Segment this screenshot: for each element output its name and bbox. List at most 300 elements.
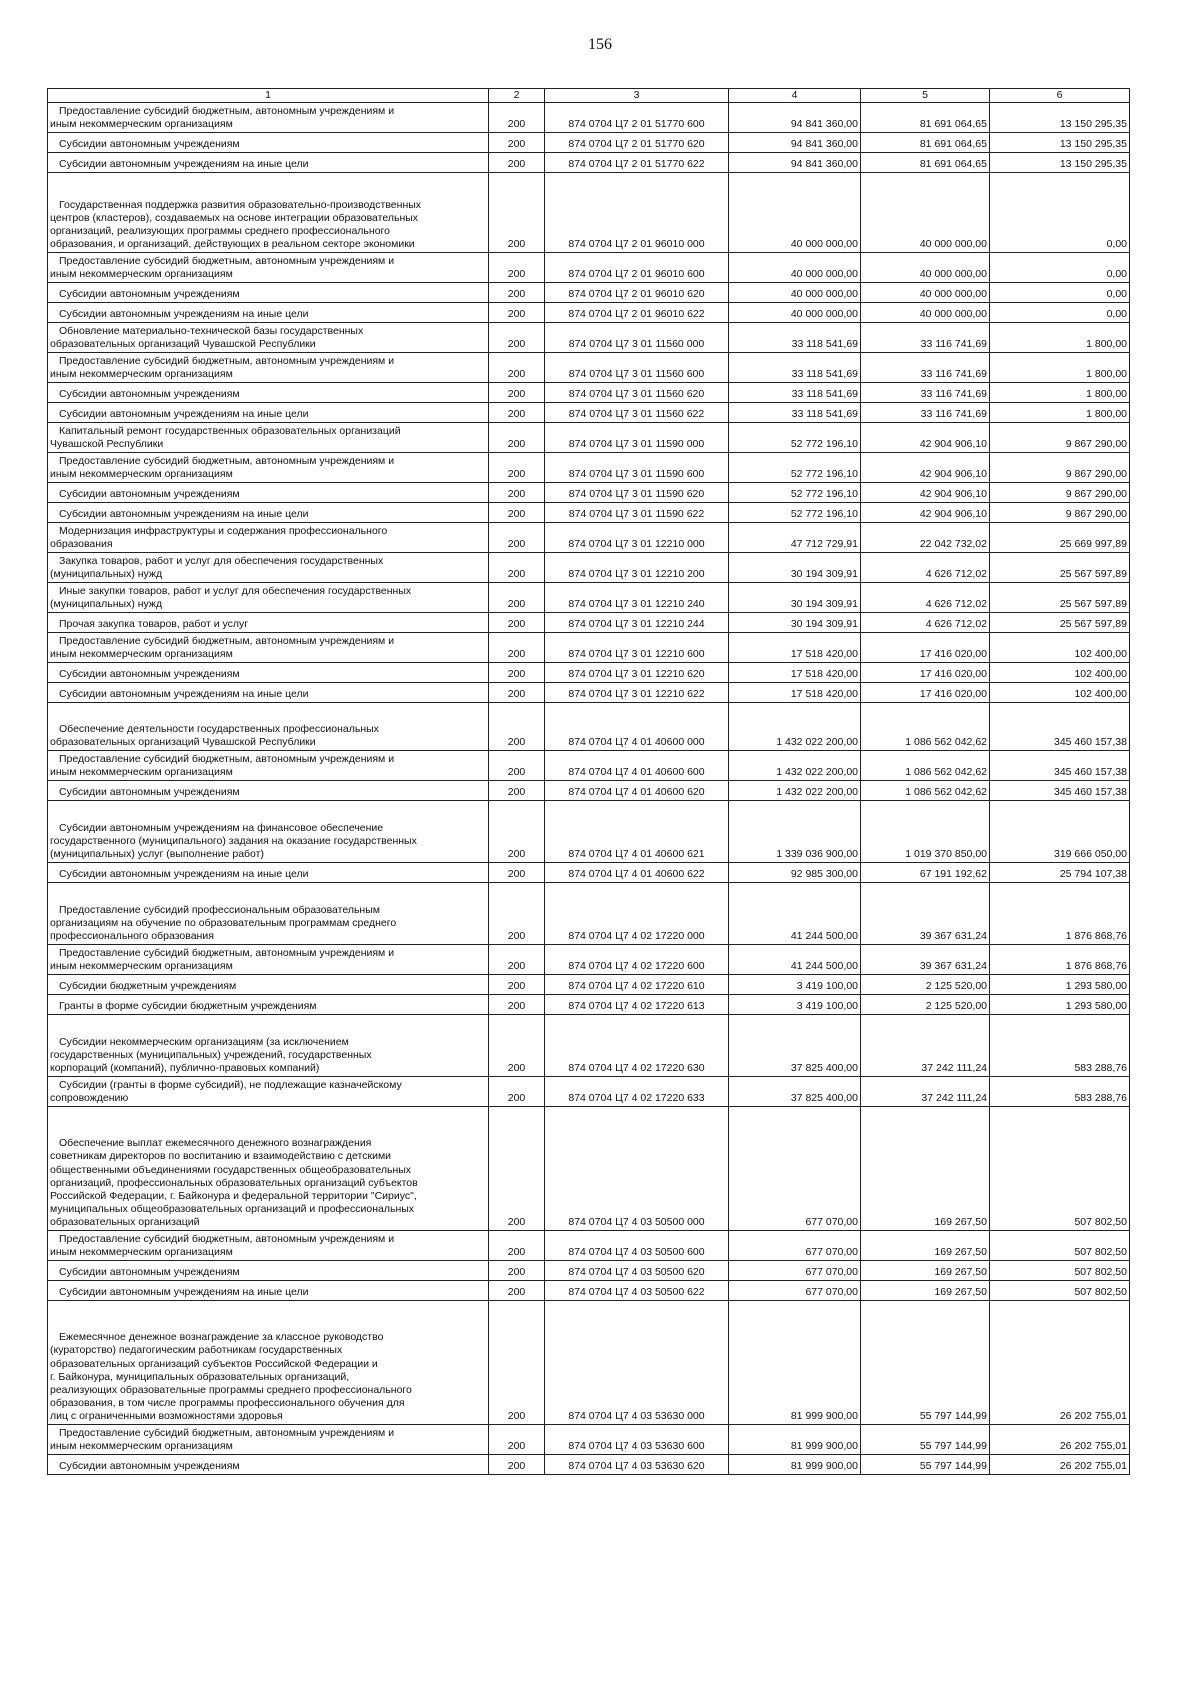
row-budget-classification-cell: 874 0704 Ц7 4 02 17220 630 bbox=[545, 1015, 729, 1077]
table-row bbox=[48, 1455, 1130, 1475]
row-budget-classification-cell: 874 0704 Ц7 4 03 50500 600 bbox=[545, 1231, 729, 1261]
table-row bbox=[48, 1015, 1130, 1077]
row-executed-amount-cell: 81 691 064,65 bbox=[861, 103, 990, 133]
row-budget-classification-cell: 874 0704 Ц7 4 01 40600 622 bbox=[545, 863, 729, 883]
table-row bbox=[48, 995, 1130, 1015]
row-executed-amount-cell: 42 904 906,10 bbox=[861, 453, 990, 483]
row-approved-amount-cell: 40 000 000,00 bbox=[729, 283, 861, 303]
row-name-cell bbox=[48, 383, 489, 403]
row-budget-classification-cell: 874 0704 Ц7 3 01 11590 000 bbox=[545, 423, 729, 453]
row-budget-classification-cell: 874 0704 Ц7 4 02 17220 633 bbox=[545, 1077, 729, 1107]
row-approved-amount-cell: 677 070,00 bbox=[729, 1281, 861, 1301]
row-approved-amount-cell: 92 985 300,00 bbox=[729, 863, 861, 883]
row-name-cell bbox=[48, 1015, 489, 1077]
table-row bbox=[48, 1107, 1130, 1231]
row-executed-amount-cell: 2 125 520,00 bbox=[861, 995, 990, 1015]
row-approved-amount-cell: 1 432 022 200,00 bbox=[729, 781, 861, 801]
row-name-text: Ежемесячное денежное вознаграждение за классное руководство (кураторство) педагогическим работникам государственных образовательных организаций субъектов Российской Федерации и г. Байконура, муниципальных образовательных организаций, реализующих образовательные программы среднего профессионального образования, в том числе программы профессионального обучения для лиц с ограниченными возможностями здоровья bbox=[50, 1331, 412, 1422]
row-unexecuted-amount-cell: 0,00 bbox=[990, 253, 1130, 283]
row-executed-amount-cell: 81 691 064,65 bbox=[861, 153, 990, 173]
row-executed-amount-cell: 37 242 111,24 bbox=[861, 1077, 990, 1107]
row-executed-amount-cell: 4 626 712,02 bbox=[861, 553, 990, 583]
row-recipient-code-cell: 200 bbox=[489, 781, 545, 801]
row-approved-amount-cell: 30 194 309,91 bbox=[729, 553, 861, 583]
table-row bbox=[48, 353, 1130, 383]
row-name-cell bbox=[48, 1107, 489, 1231]
row-name-text: Обеспечение выплат ежемесячного денежного вознаграждения советникам директоров по воспитанию и взаимодействию с детскими общественными объединениями государственных общеобразовательных организаций, профессиональных образовательных организаций субъектов Российской Федерации, г. Байконура и федеральной территории "Сириус", муниципальных общеобразовательных организаций и профессиональных образовательных организаций bbox=[50, 1137, 418, 1228]
row-name-cell bbox=[48, 663, 489, 683]
row-name-cell bbox=[48, 523, 489, 553]
table-row bbox=[48, 663, 1130, 683]
row-approved-amount-cell: 677 070,00 bbox=[729, 1261, 861, 1281]
row-executed-amount-cell: 169 267,50 bbox=[861, 1281, 990, 1301]
row-name-text: Предоставление субсидий бюджетным, автономным учреждениям и иным некоммерческим организациям bbox=[50, 634, 395, 660]
row-executed-amount-cell: 55 797 144,99 bbox=[861, 1455, 990, 1475]
table-row bbox=[48, 153, 1130, 173]
row-executed-amount-cell: 22 042 732,02 bbox=[861, 523, 990, 553]
row-name-text: Субсидии (гранты в форме субсидий), не подлежащие казначейскому сопровождению bbox=[50, 1078, 402, 1104]
column-header-2: 2 bbox=[489, 89, 545, 103]
row-name-text: Субсидии автономным учреждениям на иные цели bbox=[59, 158, 309, 170]
row-recipient-code-cell: 200 bbox=[489, 613, 545, 633]
row-approved-amount-cell: 47 712 729,91 bbox=[729, 523, 861, 553]
row-unexecuted-amount-cell: 1 293 580,00 bbox=[990, 975, 1130, 995]
row-budget-classification-cell: 874 0704 Ц7 2 01 96010 622 bbox=[545, 303, 729, 323]
table-row bbox=[48, 1261, 1130, 1281]
row-budget-classification-cell: 874 0704 Ц7 4 02 17220 613 bbox=[545, 995, 729, 1015]
row-executed-amount-cell: 2 125 520,00 bbox=[861, 975, 990, 995]
row-name-text: Предоставление субсидий бюджетным, автономным учреждениям и иным некоммерческим организациям bbox=[50, 104, 395, 130]
row-name-text: Субсидии автономным учреждениям bbox=[59, 668, 240, 680]
row-budget-classification-cell: 874 0704 Ц7 2 01 96010 600 bbox=[545, 253, 729, 283]
row-executed-amount-cell: 42 904 906,10 bbox=[861, 423, 990, 453]
row-budget-classification-cell: 874 0704 Ц7 4 02 17220 610 bbox=[545, 975, 729, 995]
row-name-cell bbox=[48, 633, 489, 663]
row-unexecuted-amount-cell: 507 802,50 bbox=[990, 1281, 1130, 1301]
row-unexecuted-amount-cell: 26 202 755,01 bbox=[990, 1301, 1130, 1425]
row-unexecuted-amount-cell: 9 867 290,00 bbox=[990, 503, 1130, 523]
table-row bbox=[48, 683, 1130, 703]
row-name-cell bbox=[48, 173, 489, 253]
row-name-cell bbox=[48, 303, 489, 323]
row-approved-amount-cell: 41 244 500,00 bbox=[729, 883, 861, 945]
row-budget-classification-cell: 874 0704 Ц7 3 01 12210 200 bbox=[545, 553, 729, 583]
row-name-cell bbox=[48, 353, 489, 383]
row-name-cell bbox=[48, 1455, 489, 1475]
row-budget-classification-cell: 874 0704 Ц7 2 01 96010 000 bbox=[545, 173, 729, 253]
row-unexecuted-amount-cell: 13 150 295,35 bbox=[990, 103, 1130, 133]
row-name-cell bbox=[48, 483, 489, 503]
row-recipient-code-cell: 200 bbox=[489, 751, 545, 781]
table-row bbox=[48, 303, 1130, 323]
table-row bbox=[48, 403, 1130, 423]
row-unexecuted-amount-cell: 0,00 bbox=[990, 173, 1130, 253]
row-executed-amount-cell: 37 242 111,24 bbox=[861, 1015, 990, 1077]
row-recipient-code-cell: 200 bbox=[489, 583, 545, 613]
row-unexecuted-amount-cell: 345 460 157,38 bbox=[990, 751, 1130, 781]
row-approved-amount-cell: 94 841 360,00 bbox=[729, 103, 861, 133]
row-unexecuted-amount-cell: 0,00 bbox=[990, 303, 1130, 323]
row-recipient-code-cell: 200 bbox=[489, 283, 545, 303]
row-executed-amount-cell: 39 367 631,24 bbox=[861, 945, 990, 975]
row-budget-classification-cell: 874 0704 Ц7 4 03 50500 000 bbox=[545, 1107, 729, 1231]
page-number: 156 bbox=[588, 36, 612, 53]
table-row bbox=[48, 453, 1130, 483]
row-recipient-code-cell: 200 bbox=[489, 1425, 545, 1455]
column-header-3: 3 bbox=[545, 89, 729, 103]
row-name-cell bbox=[48, 323, 489, 353]
row-approved-amount-cell: 3 419 100,00 bbox=[729, 975, 861, 995]
row-name-cell bbox=[48, 883, 489, 945]
row-name-text: Предоставление субсидий бюджетным, автономным учреждениям и иным некоммерческим организациям bbox=[50, 752, 395, 778]
row-approved-amount-cell: 81 999 900,00 bbox=[729, 1425, 861, 1455]
row-budget-classification-cell: 874 0704 Ц7 4 03 53630 620 bbox=[545, 1455, 729, 1475]
row-name-text: Субсидии автономным учреждениям bbox=[59, 786, 240, 798]
row-approved-amount-cell: 677 070,00 bbox=[729, 1107, 861, 1231]
row-recipient-code-cell: 200 bbox=[489, 883, 545, 945]
row-executed-amount-cell: 17 416 020,00 bbox=[861, 683, 990, 703]
table-row bbox=[48, 751, 1130, 781]
row-name-text: Иные закупки товаров, работ и услуг для обеспечения государственных (муниципальных) нужд bbox=[50, 584, 412, 610]
row-budget-classification-cell: 874 0704 Ц7 3 01 12210 240 bbox=[545, 583, 729, 613]
row-name-text: Гранты в форме субсидии бюджетным учреждениям bbox=[59, 1000, 317, 1012]
row-executed-amount-cell: 40 000 000,00 bbox=[861, 173, 990, 253]
row-budget-classification-cell: 874 0704 Ц7 3 01 11590 622 bbox=[545, 503, 729, 523]
row-name-text: Субсидии некоммерческим организациям (за исключением государственных (муниципальных) учреждений, государственных корпораций (компаний), публично-правовых компаний) bbox=[50, 1035, 372, 1074]
row-budget-classification-cell: 874 0704 Ц7 4 03 50500 620 bbox=[545, 1261, 729, 1281]
row-name-cell bbox=[48, 103, 489, 133]
row-name-text: Прочая закупка товаров, работ и услуг bbox=[59, 618, 249, 630]
row-unexecuted-amount-cell: 507 802,50 bbox=[990, 1107, 1130, 1231]
row-name-cell bbox=[48, 133, 489, 153]
row-unexecuted-amount-cell: 1 876 868,76 bbox=[990, 945, 1130, 975]
row-approved-amount-cell: 30 194 309,91 bbox=[729, 583, 861, 613]
row-recipient-code-cell: 200 bbox=[489, 663, 545, 683]
row-approved-amount-cell: 81 999 900,00 bbox=[729, 1301, 861, 1425]
row-name-text: Субсидии автономным учреждениям на финансовое обеспечение государственного (муниципального) задания на оказание государственных (муниципальных) услуг (выполнение работ) bbox=[50, 821, 417, 860]
row-approved-amount-cell: 37 825 400,00 bbox=[729, 1015, 861, 1077]
row-recipient-code-cell: 200 bbox=[489, 683, 545, 703]
row-approved-amount-cell: 17 518 420,00 bbox=[729, 633, 861, 663]
row-approved-amount-cell: 677 070,00 bbox=[729, 1231, 861, 1261]
row-name-text: Предоставление субсидий бюджетным, автономным учреждениям и иным некоммерческим организациям bbox=[50, 354, 395, 380]
row-executed-amount-cell: 40 000 000,00 bbox=[861, 253, 990, 283]
row-executed-amount-cell: 42 904 906,10 bbox=[861, 483, 990, 503]
row-executed-amount-cell: 81 691 064,65 bbox=[861, 133, 990, 153]
budget-execution-table bbox=[47, 88, 1130, 1475]
row-executed-amount-cell: 33 116 741,69 bbox=[861, 383, 990, 403]
table-row bbox=[48, 133, 1130, 153]
row-budget-classification-cell: 874 0704 Ц7 4 01 40600 621 bbox=[545, 801, 729, 863]
row-unexecuted-amount-cell: 583 288,76 bbox=[990, 1015, 1130, 1077]
row-approved-amount-cell: 33 118 541,69 bbox=[729, 403, 861, 423]
column-header-1: 1 bbox=[48, 89, 489, 103]
row-unexecuted-amount-cell: 25 567 597,89 bbox=[990, 613, 1130, 633]
row-budget-classification-cell: 874 0704 Ц7 3 01 12210 600 bbox=[545, 633, 729, 663]
row-budget-classification-cell: 874 0704 Ц7 4 02 17220 600 bbox=[545, 945, 729, 975]
row-approved-amount-cell: 40 000 000,00 bbox=[729, 173, 861, 253]
row-name-text: Предоставление субсидий бюджетным, автономным учреждениям и иным некоммерческим организациям bbox=[50, 1232, 395, 1258]
row-executed-amount-cell: 1 086 562 042,62 bbox=[861, 703, 990, 751]
row-budget-classification-cell: 874 0704 Ц7 3 01 12210 000 bbox=[545, 523, 729, 553]
row-budget-classification-cell: 874 0704 Ц7 3 01 11590 620 bbox=[545, 483, 729, 503]
row-executed-amount-cell: 67 191 192,62 bbox=[861, 863, 990, 883]
row-budget-classification-cell: 874 0704 Ц7 3 01 11560 000 bbox=[545, 323, 729, 353]
row-budget-classification-cell: 874 0704 Ц7 3 01 11560 600 bbox=[545, 353, 729, 383]
row-unexecuted-amount-cell: 583 288,76 bbox=[990, 1077, 1130, 1107]
row-name-text: Субсидии автономным учреждениям на иные цели bbox=[59, 1286, 309, 1298]
row-name-text: Закупка товаров, работ и услуг для обеспечения государственных (муниципальных) нужд bbox=[50, 554, 384, 580]
row-approved-amount-cell: 33 118 541,69 bbox=[729, 323, 861, 353]
row-recipient-code-cell: 200 bbox=[489, 1015, 545, 1077]
row-executed-amount-cell: 1 086 562 042,62 bbox=[861, 781, 990, 801]
row-name-cell bbox=[48, 1281, 489, 1301]
row-recipient-code-cell: 200 bbox=[489, 253, 545, 283]
row-name-text: Предоставление субсидий бюджетным, автономным учреждениям и иным некоммерческим организациям bbox=[50, 1426, 395, 1452]
column-number-row bbox=[48, 89, 1130, 103]
row-executed-amount-cell: 42 904 906,10 bbox=[861, 503, 990, 523]
table-row bbox=[48, 103, 1130, 133]
row-executed-amount-cell: 33 116 741,69 bbox=[861, 323, 990, 353]
row-unexecuted-amount-cell: 1 800,00 bbox=[990, 323, 1130, 353]
row-unexecuted-amount-cell: 102 400,00 bbox=[990, 683, 1130, 703]
row-unexecuted-amount-cell: 25 669 997,89 bbox=[990, 523, 1130, 553]
row-approved-amount-cell: 94 841 360,00 bbox=[729, 153, 861, 173]
row-name-cell bbox=[48, 613, 489, 633]
row-name-text: Субсидии автономным учреждениям на иные цели bbox=[59, 508, 309, 520]
row-name-cell bbox=[48, 1301, 489, 1425]
row-name-cell bbox=[48, 153, 489, 173]
column-header-5: 5 bbox=[861, 89, 990, 103]
row-unexecuted-amount-cell: 25 567 597,89 bbox=[990, 583, 1130, 613]
row-name-cell bbox=[48, 453, 489, 483]
row-recipient-code-cell: 200 bbox=[489, 133, 545, 153]
row-recipient-code-cell: 200 bbox=[489, 553, 545, 583]
row-name-text: Капитальный ремонт государственных образовательных организаций Чувашской Республики bbox=[50, 424, 401, 450]
row-executed-amount-cell: 17 416 020,00 bbox=[861, 663, 990, 683]
row-approved-amount-cell: 1 432 022 200,00 bbox=[729, 751, 861, 781]
row-recipient-code-cell: 200 bbox=[489, 1301, 545, 1425]
row-approved-amount-cell: 40 000 000,00 bbox=[729, 253, 861, 283]
row-unexecuted-amount-cell: 102 400,00 bbox=[990, 633, 1130, 663]
row-name-cell bbox=[48, 1261, 489, 1281]
row-unexecuted-amount-cell: 1 876 868,76 bbox=[990, 883, 1130, 945]
row-name-text: Субсидии автономным учреждениям на иные цели bbox=[59, 308, 309, 320]
row-unexecuted-amount-cell: 13 150 295,35 bbox=[990, 153, 1130, 173]
table-row bbox=[48, 423, 1130, 453]
row-name-cell bbox=[48, 995, 489, 1015]
row-unexecuted-amount-cell: 102 400,00 bbox=[990, 663, 1130, 683]
table-row bbox=[48, 503, 1130, 523]
row-budget-classification-cell: 874 0704 Ц7 3 01 12210 620 bbox=[545, 663, 729, 683]
row-recipient-code-cell: 200 bbox=[489, 995, 545, 1015]
row-name-cell bbox=[48, 283, 489, 303]
table-row bbox=[48, 863, 1130, 883]
row-budget-classification-cell: 874 0704 Ц7 2 01 51770 600 bbox=[545, 103, 729, 133]
row-unexecuted-amount-cell: 0,00 bbox=[990, 283, 1130, 303]
row-recipient-code-cell: 200 bbox=[489, 303, 545, 323]
row-budget-classification-cell: 874 0704 Ц7 4 03 53630 000 bbox=[545, 1301, 729, 1425]
table-row bbox=[48, 1425, 1130, 1455]
row-name-text: Государственная поддержка развития образовательно-производственных центров (кластеров), создаваемых на основе интеграции образовательных организаций, реализующих программы среднего профессионального образования, и организаций, действующих в реальном секторе экономики bbox=[50, 198, 422, 250]
row-name-text: Субсидии автономным учреждениям bbox=[59, 488, 240, 500]
row-budget-classification-cell: 874 0704 Ц7 2 01 51770 622 bbox=[545, 153, 729, 173]
row-name-cell bbox=[48, 781, 489, 801]
row-recipient-code-cell: 200 bbox=[489, 801, 545, 863]
row-recipient-code-cell: 200 bbox=[489, 503, 545, 523]
row-name-cell bbox=[48, 503, 489, 523]
table-row bbox=[48, 703, 1130, 751]
row-name-text: Субсидии автономным учреждениям bbox=[59, 388, 240, 400]
row-approved-amount-cell: 40 000 000,00 bbox=[729, 303, 861, 323]
row-name-text: Предоставление субсидий бюджетным, автономным учреждениям и иным некоммерческим организациям bbox=[50, 454, 395, 480]
row-unexecuted-amount-cell: 26 202 755,01 bbox=[990, 1455, 1130, 1475]
row-unexecuted-amount-cell: 26 202 755,01 bbox=[990, 1425, 1130, 1455]
row-name-text: Предоставление субсидий бюджетным, автономным учреждениям и иным некоммерческим организациям bbox=[50, 946, 395, 972]
table-row bbox=[48, 1077, 1130, 1107]
table-row bbox=[48, 173, 1130, 253]
row-recipient-code-cell: 200 bbox=[489, 1107, 545, 1231]
table-row bbox=[48, 613, 1130, 633]
row-recipient-code-cell: 200 bbox=[489, 1455, 545, 1475]
row-recipient-code-cell: 200 bbox=[489, 1077, 545, 1107]
row-approved-amount-cell: 17 518 420,00 bbox=[729, 683, 861, 703]
row-recipient-code-cell: 200 bbox=[489, 1261, 545, 1281]
row-name-text: Обновление материально-технической базы государственных образовательных организаций Чувашской Республики bbox=[50, 324, 364, 350]
row-recipient-code-cell: 200 bbox=[489, 863, 545, 883]
row-executed-amount-cell: 1 086 562 042,62 bbox=[861, 751, 990, 781]
row-approved-amount-cell: 52 772 196,10 bbox=[729, 453, 861, 483]
row-budget-classification-cell: 874 0704 Ц7 3 01 11590 600 bbox=[545, 453, 729, 483]
row-executed-amount-cell: 40 000 000,00 bbox=[861, 283, 990, 303]
row-approved-amount-cell: 37 825 400,00 bbox=[729, 1077, 861, 1107]
row-unexecuted-amount-cell: 9 867 290,00 bbox=[990, 483, 1130, 503]
row-recipient-code-cell: 200 bbox=[489, 453, 545, 483]
row-unexecuted-amount-cell: 1 800,00 bbox=[990, 403, 1130, 423]
table-row bbox=[48, 975, 1130, 995]
row-unexecuted-amount-cell: 9 867 290,00 bbox=[990, 453, 1130, 483]
row-budget-classification-cell: 874 0704 Ц7 4 02 17220 000 bbox=[545, 883, 729, 945]
row-budget-classification-cell: 874 0704 Ц7 4 01 40600 620 bbox=[545, 781, 729, 801]
row-name-text: Субсидии бюджетным учреждениям bbox=[59, 980, 237, 992]
row-budget-classification-cell: 874 0704 Ц7 3 01 11560 622 bbox=[545, 403, 729, 423]
row-recipient-code-cell: 200 bbox=[489, 383, 545, 403]
row-budget-classification-cell: 874 0704 Ц7 4 03 53630 600 bbox=[545, 1425, 729, 1455]
row-executed-amount-cell: 17 416 020,00 bbox=[861, 633, 990, 663]
row-approved-amount-cell: 81 999 900,00 bbox=[729, 1455, 861, 1475]
row-recipient-code-cell: 200 bbox=[489, 103, 545, 133]
row-approved-amount-cell: 1 339 036 900,00 bbox=[729, 801, 861, 863]
row-name-text: Предоставление субсидий бюджетным, автономным учреждениям и иным некоммерческим организациям bbox=[50, 254, 395, 280]
row-recipient-code-cell: 200 bbox=[489, 403, 545, 423]
row-approved-amount-cell: 30 194 309,91 bbox=[729, 613, 861, 633]
row-unexecuted-amount-cell: 9 867 290,00 bbox=[990, 423, 1130, 453]
row-recipient-code-cell: 200 bbox=[489, 523, 545, 553]
row-executed-amount-cell: 33 116 741,69 bbox=[861, 403, 990, 423]
row-recipient-code-cell: 200 bbox=[489, 633, 545, 663]
row-name-cell bbox=[48, 253, 489, 283]
row-approved-amount-cell: 33 118 541,69 bbox=[729, 353, 861, 383]
row-name-cell bbox=[48, 683, 489, 703]
row-name-cell bbox=[48, 945, 489, 975]
row-executed-amount-cell: 169 267,50 bbox=[861, 1107, 990, 1231]
table-row bbox=[48, 945, 1130, 975]
row-name-text: Субсидии автономным учреждениям bbox=[59, 288, 240, 300]
row-name-cell bbox=[48, 751, 489, 781]
row-unexecuted-amount-cell: 1 293 580,00 bbox=[990, 995, 1130, 1015]
row-name-text: Субсидии автономным учреждениям bbox=[59, 1460, 240, 1472]
table-row bbox=[48, 553, 1130, 583]
row-budget-classification-cell: 874 0704 Ц7 4 01 40600 600 bbox=[545, 751, 729, 781]
row-name-cell bbox=[48, 553, 489, 583]
table-row bbox=[48, 1301, 1130, 1425]
row-name-cell bbox=[48, 975, 489, 995]
row-budget-classification-cell: 874 0704 Ц7 3 01 12210 244 bbox=[545, 613, 729, 633]
table-row bbox=[48, 633, 1130, 663]
row-name-cell bbox=[48, 1231, 489, 1261]
row-name-text: Модернизация инфраструктуры и содержания профессионального образования bbox=[50, 524, 388, 550]
table-row bbox=[48, 253, 1130, 283]
table-row bbox=[48, 483, 1130, 503]
row-approved-amount-cell: 1 432 022 200,00 bbox=[729, 703, 861, 751]
row-executed-amount-cell: 1 019 370 850,00 bbox=[861, 801, 990, 863]
row-recipient-code-cell: 200 bbox=[489, 173, 545, 253]
table-row bbox=[48, 801, 1130, 863]
row-executed-amount-cell: 40 000 000,00 bbox=[861, 303, 990, 323]
row-name-cell bbox=[48, 863, 489, 883]
table-row bbox=[48, 1281, 1130, 1301]
row-unexecuted-amount-cell: 1 800,00 bbox=[990, 383, 1130, 403]
row-name-cell bbox=[48, 1425, 489, 1455]
row-recipient-code-cell: 200 bbox=[489, 483, 545, 503]
row-name-cell bbox=[48, 583, 489, 613]
row-executed-amount-cell: 55 797 144,99 bbox=[861, 1301, 990, 1425]
row-budget-classification-cell: 874 0704 Ц7 4 03 50500 622 bbox=[545, 1281, 729, 1301]
row-budget-classification-cell: 874 0704 Ц7 4 01 40600 000 bbox=[545, 703, 729, 751]
row-approved-amount-cell: 52 772 196,10 bbox=[729, 483, 861, 503]
row-name-text: Обеспечение деятельности государственных профессиональных образовательных организаций Чувашской Республики bbox=[50, 722, 379, 748]
row-approved-amount-cell: 3 419 100,00 bbox=[729, 995, 861, 1015]
row-executed-amount-cell: 39 367 631,24 bbox=[861, 883, 990, 945]
row-name-cell bbox=[48, 703, 489, 751]
row-executed-amount-cell: 169 267,50 bbox=[861, 1261, 990, 1281]
row-unexecuted-amount-cell: 507 802,50 bbox=[990, 1261, 1130, 1281]
row-name-cell bbox=[48, 403, 489, 423]
row-budget-classification-cell: 874 0704 Ц7 3 01 12210 622 bbox=[545, 683, 729, 703]
row-recipient-code-cell: 200 bbox=[489, 153, 545, 173]
row-recipient-code-cell: 200 bbox=[489, 353, 545, 383]
column-header-4: 4 bbox=[729, 89, 861, 103]
table-row bbox=[48, 383, 1130, 403]
row-approved-amount-cell: 94 841 360,00 bbox=[729, 133, 861, 153]
row-executed-amount-cell: 55 797 144,99 bbox=[861, 1425, 990, 1455]
row-unexecuted-amount-cell: 1 800,00 bbox=[990, 353, 1130, 383]
row-name-cell bbox=[48, 1077, 489, 1107]
row-approved-amount-cell: 41 244 500,00 bbox=[729, 945, 861, 975]
table-row bbox=[48, 523, 1130, 553]
row-budget-classification-cell: 874 0704 Ц7 2 01 51770 620 bbox=[545, 133, 729, 153]
table-body bbox=[48, 103, 1130, 1475]
row-recipient-code-cell: 200 bbox=[489, 1281, 545, 1301]
table-row bbox=[48, 323, 1130, 353]
table-row bbox=[48, 1231, 1130, 1261]
row-approved-amount-cell: 52 772 196,10 bbox=[729, 503, 861, 523]
row-unexecuted-amount-cell: 345 460 157,38 bbox=[990, 703, 1130, 751]
row-unexecuted-amount-cell: 507 802,50 bbox=[990, 1231, 1130, 1261]
row-name-text: Субсидии автономным учреждениям bbox=[59, 1266, 240, 1278]
row-executed-amount-cell: 4 626 712,02 bbox=[861, 613, 990, 633]
column-header-6: 6 bbox=[990, 89, 1130, 103]
